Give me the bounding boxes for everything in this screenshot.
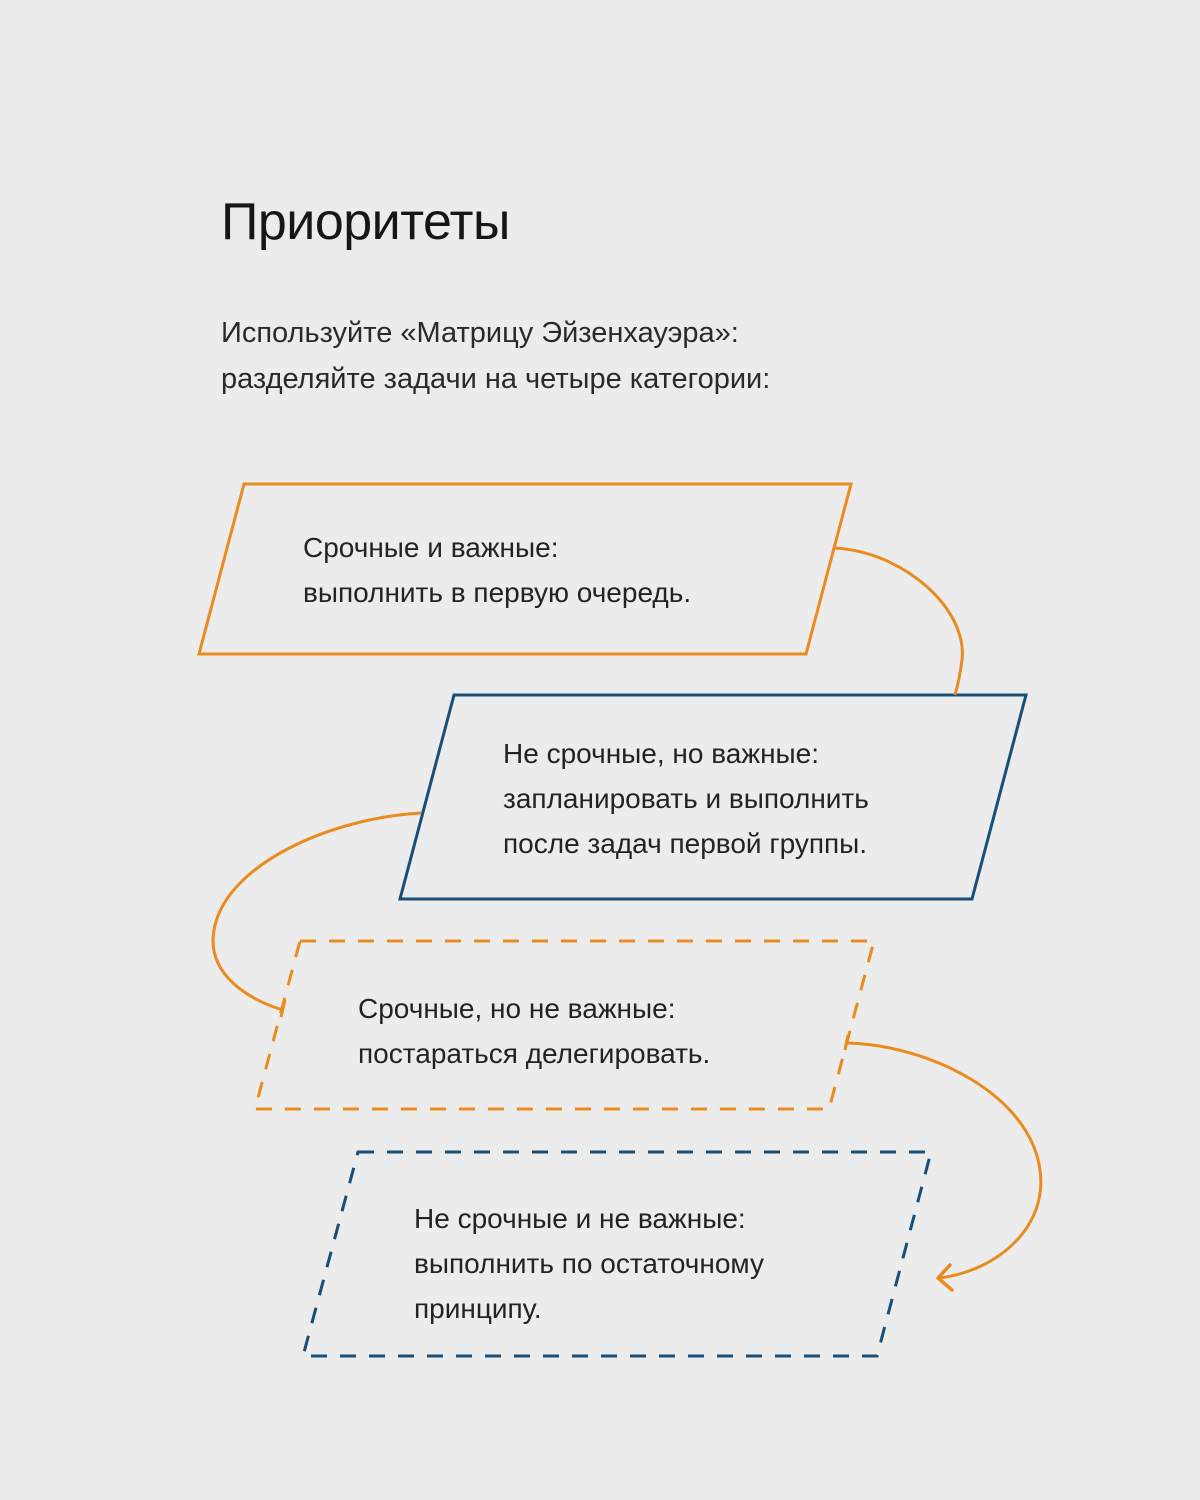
category-action: постараться делегировать. <box>358 1038 711 1069</box>
category-action-cont: после задач первой группы. <box>503 828 868 859</box>
category-heading: Не срочные и не важные: <box>414 1203 746 1234</box>
category-action: запланировать и выполнить <box>503 783 869 814</box>
connector-arc-1 <box>835 548 962 695</box>
page-title: Приоритеты <box>221 193 510 251</box>
connector-tick-3 <box>845 1035 848 1050</box>
category-text-not-urgent-important <box>503 731 869 866</box>
intro-line-1: Используйте «Матрицу Эйзенхауэра»: <box>221 317 739 349</box>
category-action: выполнить по остаточному <box>414 1248 764 1279</box>
category-text-not-urgent-not-important <box>414 1196 764 1331</box>
category-heading: Срочные, но не важные: <box>358 993 676 1024</box>
category-text-urgent-important <box>303 525 691 615</box>
category-text-urgent-not-important <box>358 986 710 1076</box>
category-action: выполнить в первую очередь. <box>303 577 692 608</box>
connector-arc-3 <box>847 1043 1041 1278</box>
connector-arc-2 <box>213 813 421 1010</box>
intro-line-2: разделяйте задачи на четыре категории: <box>221 363 771 395</box>
category-action-cont: принципу. <box>414 1293 542 1324</box>
category-heading: Не срочные, но важные: <box>503 738 820 769</box>
category-heading: Срочные и важные: <box>303 532 559 563</box>
connector-tick-2 <box>281 1000 285 1017</box>
